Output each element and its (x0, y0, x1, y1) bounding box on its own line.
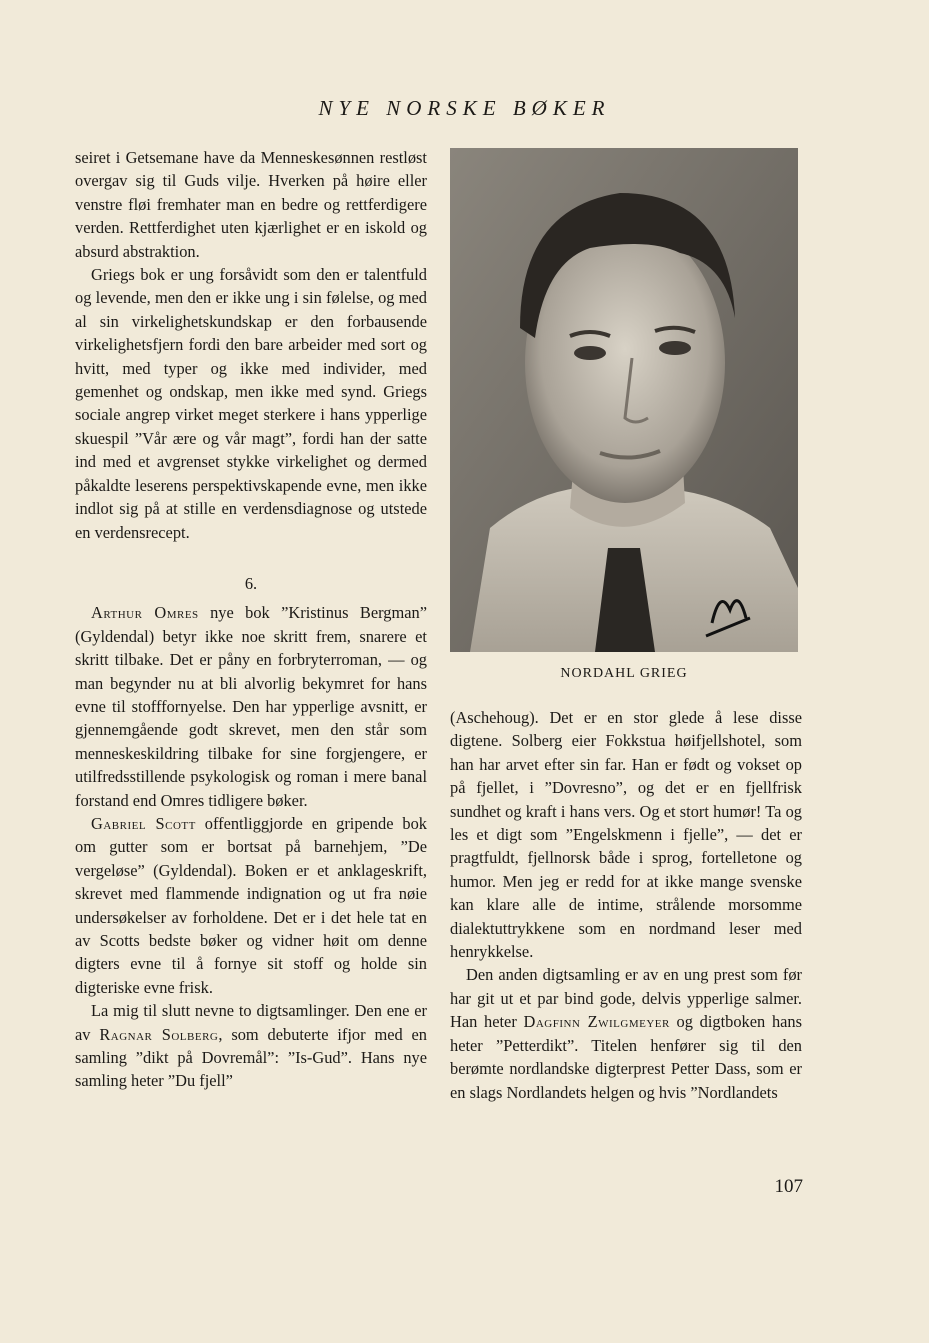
author-name: Arthur Omres (91, 603, 199, 623)
paragraph (75, 812, 427, 999)
paragraph-text: nye bok ”Kristinus Bergman” (Gyldendal) betyr ikke noe skritt frem, snarere et skritt tilbake. Det er påny en forbryterroman, — og man begynder nu at bli alvorlig bekymret for hans evne til stofffornyelse. Den har ypperlige avsnitt, er gjennemgående godt skrevet, men den står som menneskeskildring tilbake for sine forgjengere, er utilfredsstillende psykologisk og roman i mere banal forstand end Omres tidligere bøker. (75, 603, 427, 810)
page-number: 107 (774, 1176, 803, 1197)
paragraph (450, 963, 802, 1103)
figure-caption: NORDAHL GRIEG (560, 666, 688, 681)
paragraph-text: offentliggjorde en gripende bok om gutter som er bortsat på barnehjem, ”De vergeløse” (Gyldendal). Boken er et anklageskrift, skrevet med flammende indignation og ut fra nøie undersøkelser av forholdene. Det er i det hele tat en av Scotts bedste bøker og vidner høit om denne digters evne til å fornye sit stoff og holde sin digteriske evne frisk. (75, 813, 427, 997)
paragraph: seiret i Getsemane have da Menneskesønnen restløst overgav sig til Guds vilje. Hverken på høire eller venstre fløi fremhater man en bedre og rettferdigere verden. Rettferdighet uten kjærlighet er en iskold og absurd abstraktion. (75, 148, 427, 261)
paragraph: Griegs bok er ung forsåvidt som den er talentfuld og levende, men den er ikke ung i sin følelse, og med al sin virkelighetskundskap er den forbausende virkelighetsfjern fordi den bare arbeider med sort og hvitt, med typer og ikke med individer, med gemenhet og ondskap, men ikke med synd. Griegs sociale angrep virket meget sterkere i hans ypperlige skuespil ”Vår ære og vår magt”, fordi han der satte ind med et avgrenset stykke virkelighet og dermed påkaldte leserens perspektivskapende evne, men ikke indlot sig på at stille en verdensdiagnose og utstede en verdensrecept. (75, 265, 427, 542)
paragraph-text: La mig til slutt nevne to digtsamlinger. Den ene er av (75, 1001, 427, 1044)
section-number: 6. (244, 573, 258, 593)
paragraph (75, 601, 427, 812)
running-head: NYE NORSKE BØKER (318, 96, 611, 120)
portrait-illustration (450, 148, 798, 652)
paragraph (75, 999, 427, 1093)
author-name: Ragnar Solberg (99, 1024, 219, 1044)
paragraph: (Aschehoug). Det er en stor glede å lese disse digtene. Solberg eier Fokkstua høifjellshotel, som han har arvet efter sin far. Han er født og vokset op på fjellet, i ”Dovresno”, og det er en fjellfrisk sundhet og kraft i hans vers. Og et stort humør! Ta og les et digt som ”Engelskmenn i fjelle”, — det er pragtfuldt, fjellnorsk både i sprog, fortelletone og humor. Men jeg er redd for at ikke mange svenske kan klare alle de intime, strålende morsomme dialektuttrykkene som en nordmand leser med henrykkelse. (450, 708, 802, 962)
right-column (450, 706, 802, 1104)
left-column (75, 146, 427, 1093)
author-name: Dagfinn Zwilgmeyer (523, 1012, 670, 1032)
portrait-photo (450, 148, 798, 652)
paragraph-text: , som debuterte ifjor med en samling ”dikt på Dovremål”: ”Is-Gud”. Hans nye samling heter ”Du fjell” (75, 1024, 427, 1091)
author-name: Gabriel Scott (91, 813, 196, 833)
paragraph-text: Den anden digtsamling er av en ung prest som før har git ut et par bind gode, delvis ypperlige salmer. Han heter (450, 965, 802, 1032)
paragraph-text: og digtboken hans heter ”Petterdikt”. Titelen henfører sig til den berømte nordlandske digterprest Petter Dass, som er en slags Nordlandets helgen og hvis ”Nordlandets (450, 1012, 802, 1102)
